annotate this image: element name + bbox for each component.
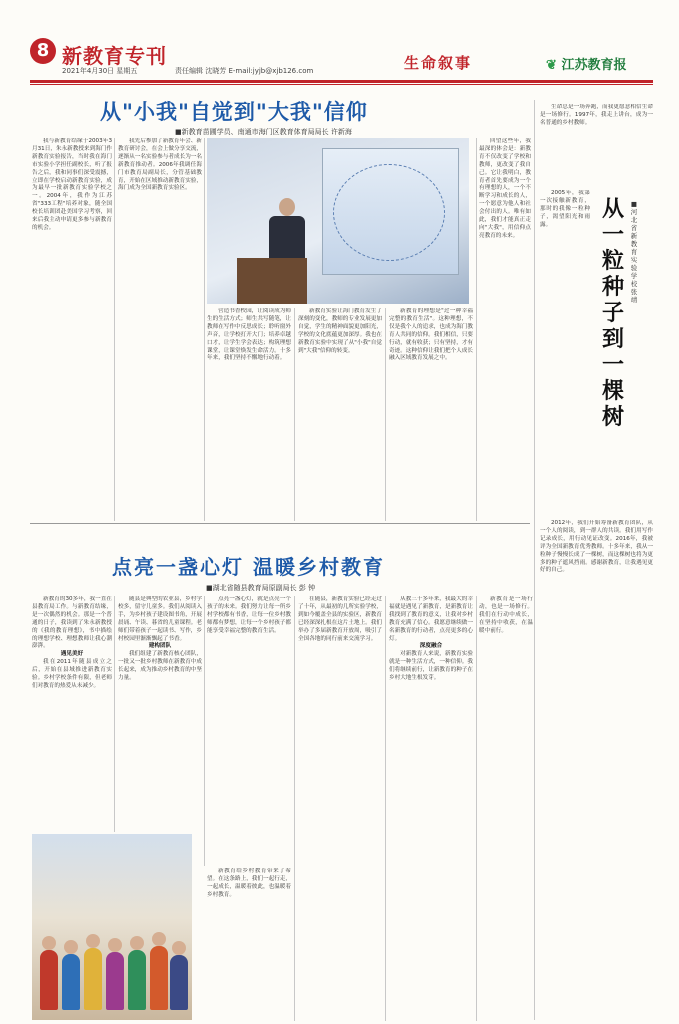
header-rule-thin <box>30 84 653 85</box>
network-diagram <box>333 164 445 261</box>
article-separator <box>30 523 530 524</box>
column-rule <box>476 596 477 1021</box>
page-number-badge: 8 <box>30 38 56 64</box>
article2-col2b-text: 我们组建了新教育核心团队，一批又一批乡村教师在新教育中成长起来，成为推动乡村教育的中坚力量。 <box>118 651 202 682</box>
article3-byline: ■河北省新教育实验学校 张 靖 <box>630 200 638 304</box>
issue-date: 2021年4月30日 星期五 <box>62 67 138 75</box>
paper-logo <box>546 54 626 73</box>
article1-byline: ■新教育苗圃学员、南通市海门区教育体育局局长 许新海 <box>175 128 352 136</box>
article1-column-3: 营造书香校园，让阅读成为师生的生活方式；师生共写随笔，让教师在写作中反思成长；聆听窗外声音，让学校打开大门；培养卓越口才，让学生学会表达；构筑理想课堂，让课堂焕发生命活力。十多年来，我们坚持不懈地行动着。 <box>207 308 291 362</box>
leaf-icon: ❦ <box>546 58 557 73</box>
article2-col2-text: 随县是典型的农业县，乡村学校多，留守儿童多。我们从阅读入手，为乡村孩子建设图书角，开展晨诵、午读、暮省的儿童课程。老师们带着孩子一起读书、写作，乡村校园里渐渐飘起了书香。 <box>118 596 202 642</box>
right-column-rule <box>534 100 535 1020</box>
subheading-meet: 遇见美好 <box>60 651 84 658</box>
header-rule <box>30 80 653 83</box>
article2-col5-text: 从教三十多年来，我最大的幸福就是遇见了新教育，是新教育让我找到了教育的意义，让我对乡村教育充满了信心。我愿意继续做一名新教育的行动者，点亮更多的心灯。 <box>389 596 473 642</box>
column-rule <box>204 138 205 521</box>
article3-column-1: 生命总是一场奔跑，而我更愿意相信生命是一场修行。1997年，我走上讲台，成为一名普通的乡村教师。 <box>540 104 653 126</box>
column-rule <box>476 138 477 521</box>
article2-column-6: 新教育是一场行动，也是一场修行。我们在行动中成长，在坚持中收获，在温暖中前行。 <box>479 596 533 634</box>
column-name: 生命叙事 <box>404 54 473 72</box>
article2-column-3: 点亮一盏心灯，就是点亮一个孩子的未来。我们努力让每一所乡村学校都有书香，让每一位乡村教师都有梦想，让每一个乡村孩子都能享受幸福完整的教育生活。 <box>207 596 291 634</box>
article3-title: 从一粒种子到一棵树 <box>601 196 624 430</box>
article1-column-6: 回望这些年，我最深的体会是：新教育不仅改变了学校和教师，更改变了我自己。它让我明白，教育者首先要成为一个有理想的人，一个不断学习和成长的人，一个愿意为他人和社会付出的人。唯有如此，我们才能真正走向"大我"，用信仰点亮教育的未来。 <box>479 138 531 239</box>
column-rule <box>385 596 386 1021</box>
article2-column-1 <box>32 596 112 832</box>
column-rule <box>114 596 115 832</box>
podium <box>237 258 307 304</box>
article2-column-5 <box>389 596 473 1021</box>
article1-column-1: 我与新教育结缘于2003年3月31日，朱永新教授来到海门作新教育实验报告，当时我在海门市实验小学担任副校长，听了报告之后，我和同事们深受震撼，立即在学校启动新教育实验，成为最早一批新教育实验学校之一。2004年，我作为江苏省"333工程"培养对象，随全国校长培训团赴美国学习考察，回来后我主动申请更多参与新教育的机会。 <box>32 138 112 231</box>
subheading-team: 建构团队 <box>148 643 172 650</box>
column-rule <box>294 596 295 1021</box>
speaker-photo <box>207 138 469 304</box>
article1-column-5: 新教育的理想是"过一种幸福完整的教育生活"。这种理想，不仅是我个人的追求，也成为海门教育人共同的信仰。我们相信，只要行动，就有收获；只有坚持，才有奇迹。这种信仰让我们把个人成长融入区域教育发展之中。 <box>389 308 473 362</box>
article3-column-2: 2005年，我第一次接触新教育，那时的我像一粒种子，渴望阳光和雨露。 <box>540 190 590 228</box>
article2-title: 点亮一盏心灯 温暖乡村教育 <box>112 555 385 579</box>
article2-col5b-text: 对新教育人来说，新教育实验就是一种生活方式，一种信仰。我们将继续前行，让新教育的种子在乡村大地生根发芽。 <box>389 651 473 682</box>
subheading-integration: 深度融合 <box>419 643 443 650</box>
article1-column-4: 新教育实验让海门教育发生了深刻的变化，教师的专业发展更加自觉，学生的精神面貌更加阳光，学校的文化底蕴更加深厚。我也在新教育实验中实现了从"小我"自觉到"大我"信仰的转变。 <box>298 308 382 354</box>
article2-column-2 <box>118 596 202 866</box>
article3-column-3: 2012年，我们开始筹备新教育团队，从一个人的阅读，到一群人的共读。我们用写作记录成长，用行动见证改变。2016年，我被评为全国新教育优秀教师。十多年来，我从一粒种子慢慢长成了一棵树，而这棵树也将为更多的种子遮风挡雨。感谢新教育，让我遇见更好的自己。 <box>540 520 653 574</box>
projection-screen <box>322 148 459 275</box>
article1-column-2: 我先后参加了新教育年会、新教育研讨会，在会上做分享交流，逐渐从一名实验参与者成长为一名新教育推动者。2006年我调任海门市教育局副局长，分管基础教育，开始在区域推动新教育实验，海门成为全国新教育实验区。 <box>118 138 202 192</box>
column-rule <box>385 308 386 521</box>
article1-title: 从"小我"自觉到"大我"信仰 <box>100 99 368 124</box>
article2-byline: ■湖北省随县教育局原副局长 彭 钟 <box>206 584 316 592</box>
column-rule <box>204 596 205 866</box>
paper-name: 江苏教育报 <box>561 58 627 73</box>
column-rule <box>114 138 115 521</box>
article2-col1-text: 新教育的30多年，我一直在县教育局工作。与新教育结缘，是一次偶然的机会。那是一个普通的日子，我读到了朱永新教授的《我的教育理想》，书中描绘的理想学校、理想教师让我心潮澎湃。 <box>32 596 112 650</box>
column-rule <box>294 308 295 521</box>
section-title: 新教育专刊 <box>62 44 167 68</box>
article2-col1b-text: 我在2011年随县成立之后，开始在县域推进新教育实验。乡村学校条件有限，但老师们对教育的热爱从未减少。 <box>32 659 112 689</box>
editor-info: 责任编辑 沈晓芳 E-mail:jyjb@xjb126.com <box>175 67 314 75</box>
article2-column-3b: 新教育给乡村教育带来了希望。在这条路上，我们一起行走，一起成长，温暖着彼此，也温暖着乡村教育。 <box>207 868 291 898</box>
article2-column-4: 在随县，新教育实验已经走过了十年，从最初的几所实验学校，到如今覆盖全县的实验区，新教育已经深深扎根在这片土地上。我们举办了多届新教育开放周，吸引了全国各地的同行前来交流学习。 <box>298 596 382 642</box>
